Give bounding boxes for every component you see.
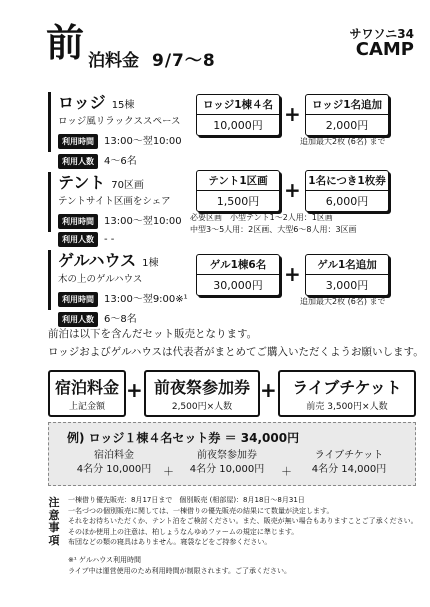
tent-people: - - [104, 234, 115, 245]
lodge-box-add-price: 2,000円 [325, 119, 369, 132]
example-plus-1: ＋ [163, 465, 174, 478]
set-box-live-title: ライブチケット [292, 378, 402, 397]
gel-box-add-title: ゲル1名追加 [306, 255, 388, 275]
gel-people-tag: 利用人数 [58, 312, 98, 327]
example-panel [48, 422, 416, 486]
example-plus-2: ＋ [281, 465, 292, 478]
set-box-eve [144, 370, 260, 417]
gel-plus: + [284, 262, 301, 286]
tent-box-base [196, 170, 280, 212]
example-col-eve-label: 前夜祭参加券 [197, 450, 257, 461]
lodge-count: 15棟 [111, 100, 135, 111]
lodge-box-base-price: 10,000円 [213, 119, 263, 132]
gel-box-add-price: 3,000円 [325, 279, 369, 292]
tent-plus: + [284, 178, 301, 202]
example-col-eve-value: 4名分 10,000円 [189, 463, 265, 475]
lodge-plus: + [284, 102, 301, 126]
notice-line: 一名づつの個別販売に関しては、一棟借りの優先販売の結果にて数量が決定します。 [68, 506, 334, 515]
tent-info [58, 170, 182, 247]
lodge-name: ロッジ [58, 93, 106, 112]
notice-line: 一棟借り優先販売：8月17日まで 個別販売 (相部屋)：8月18日～8月31日 [68, 496, 305, 504]
tent-time-tag: 利用時間 [58, 214, 98, 229]
tent-name: テント [58, 173, 106, 192]
notice-footnote-2: ライブ中は運営使用のため利用時間が制限されます。ご了承ください。 [68, 566, 292, 575]
lodge-box-add [305, 94, 389, 136]
notice-footnote-1: ※¹ ゲルハウス利用時間 [68, 556, 142, 564]
lodge-note: 追加最大2枚 (6名) まで [300, 137, 386, 146]
tent-note1: 必要区画 小型テント1～2人用：1区画 [190, 213, 333, 222]
lodge-people: 4～6名 [104, 156, 137, 167]
gel-box-add [305, 254, 389, 296]
example-col-lodging-value: 4名分 10,000円 [76, 463, 152, 475]
example-col-eve [179, 449, 275, 476]
set-box-lodging-title: 宿泊料金 [54, 378, 119, 397]
gel-name: ゲルハウス [58, 251, 137, 270]
tent-bar [48, 172, 51, 232]
lodge-box-base-title: ロッジ1棟４名 [197, 95, 279, 115]
gel-bar [48, 250, 51, 310]
tent-box-add [305, 170, 389, 212]
notice-line: 布団などの類の寝具はありません。寝袋などをご持参ください。 [68, 538, 272, 546]
lodge-time-tag: 利用時間 [58, 134, 98, 149]
intro-line2: ロッジおよびゲルハウスは代表者がまとめてご購入いただくようお願いします。 [48, 346, 424, 358]
lodge-bar [48, 92, 51, 152]
tent-box-base-price: 1,500円 [216, 195, 260, 208]
tent-time: 13:00～翌10:00 [104, 216, 182, 227]
header-big-char: 前 [46, 21, 85, 65]
gel-info [58, 248, 188, 327]
gel-box-base-title: ゲル1棟6名 [197, 255, 279, 275]
lodge-time: 13:00～翌10:00 [104, 136, 182, 147]
set-plus-1: + [126, 378, 143, 402]
notice-line: それをお待ちいただくか、テント泊をご検討ください。また、販売が無い場合もありますことご了承ください。 [68, 517, 418, 525]
set-box-live-sub: 前売 3,500円×人数 [306, 402, 388, 412]
example-col-live [297, 449, 401, 476]
tent-box-base-title: テント1区画 [197, 171, 279, 191]
gel-box-base [196, 254, 280, 296]
notice-line: そのほか使用上の注意は、柏しょうなんゆめファームの規定に準じます。 [68, 527, 299, 536]
gel-box-base-price: 30,000円 [213, 279, 263, 292]
lodge-box-add-title: ロッジ1名追加 [306, 95, 388, 115]
gel-time: 13:00～翌9:00※¹ [104, 294, 188, 305]
lodge-people-tag: 利用人数 [58, 154, 98, 169]
set-box-lodging-sub: 上記金額 [68, 402, 105, 412]
header-title: 泊料金 [88, 51, 139, 71]
brand-line1: サワソニ34 [349, 27, 414, 41]
example-col-live-label: ライブチケット [314, 450, 384, 461]
set-box-eve-sub: 2,500円×人数 [171, 402, 233, 412]
tent-box-add-price: 6,000円 [325, 195, 369, 208]
tent-count: 70区画 [111, 180, 144, 191]
gel-desc: 木の上のゲルハウス [58, 274, 143, 285]
notice-list [68, 495, 418, 548]
gel-people: 6～8名 [104, 314, 137, 325]
set-box-live [278, 370, 416, 417]
notice-footnote [68, 555, 291, 576]
gel-count: 1棟 [142, 258, 159, 269]
intro-line1: 前泊は以下を含んだセット販売となります。 [48, 328, 258, 340]
example-col-live-value: 4名分 14,000円 [311, 463, 387, 475]
example-col-lodging [71, 449, 157, 476]
brand-line2: CAMP [355, 38, 414, 60]
example-col-lodging-label: 宿泊料金 [94, 450, 134, 461]
notice-heading: 注意事項 [48, 496, 60, 547]
tent-desc: テントサイト区画をシェア [58, 196, 171, 207]
lodge-box-base [196, 94, 280, 136]
set-box-eve-title: 前夜祭参加券 [153, 378, 250, 397]
set-plus-2: + [260, 378, 277, 402]
lodge-desc: ロッジ風リラックススペース [58, 116, 181, 127]
gel-time-tag: 利用時間 [58, 292, 98, 307]
tent-people-tag: 利用人数 [58, 232, 98, 247]
header-date: 9/7～8 [152, 51, 216, 71]
set-box-lodging [48, 370, 126, 417]
brand [350, 28, 414, 59]
gel-note: 追加最大2枚 (6名) まで [300, 297, 386, 306]
tent-note2: 中型3～5人用：2区画、大型6～8人用：3区画 [190, 225, 357, 234]
lodge-info [58, 90, 182, 169]
tent-box-add-title: 1名につき1枚券 [306, 171, 388, 191]
example-title: 例) ロッジ１棟４名セット券 ＝ 34,000円 [67, 431, 300, 445]
